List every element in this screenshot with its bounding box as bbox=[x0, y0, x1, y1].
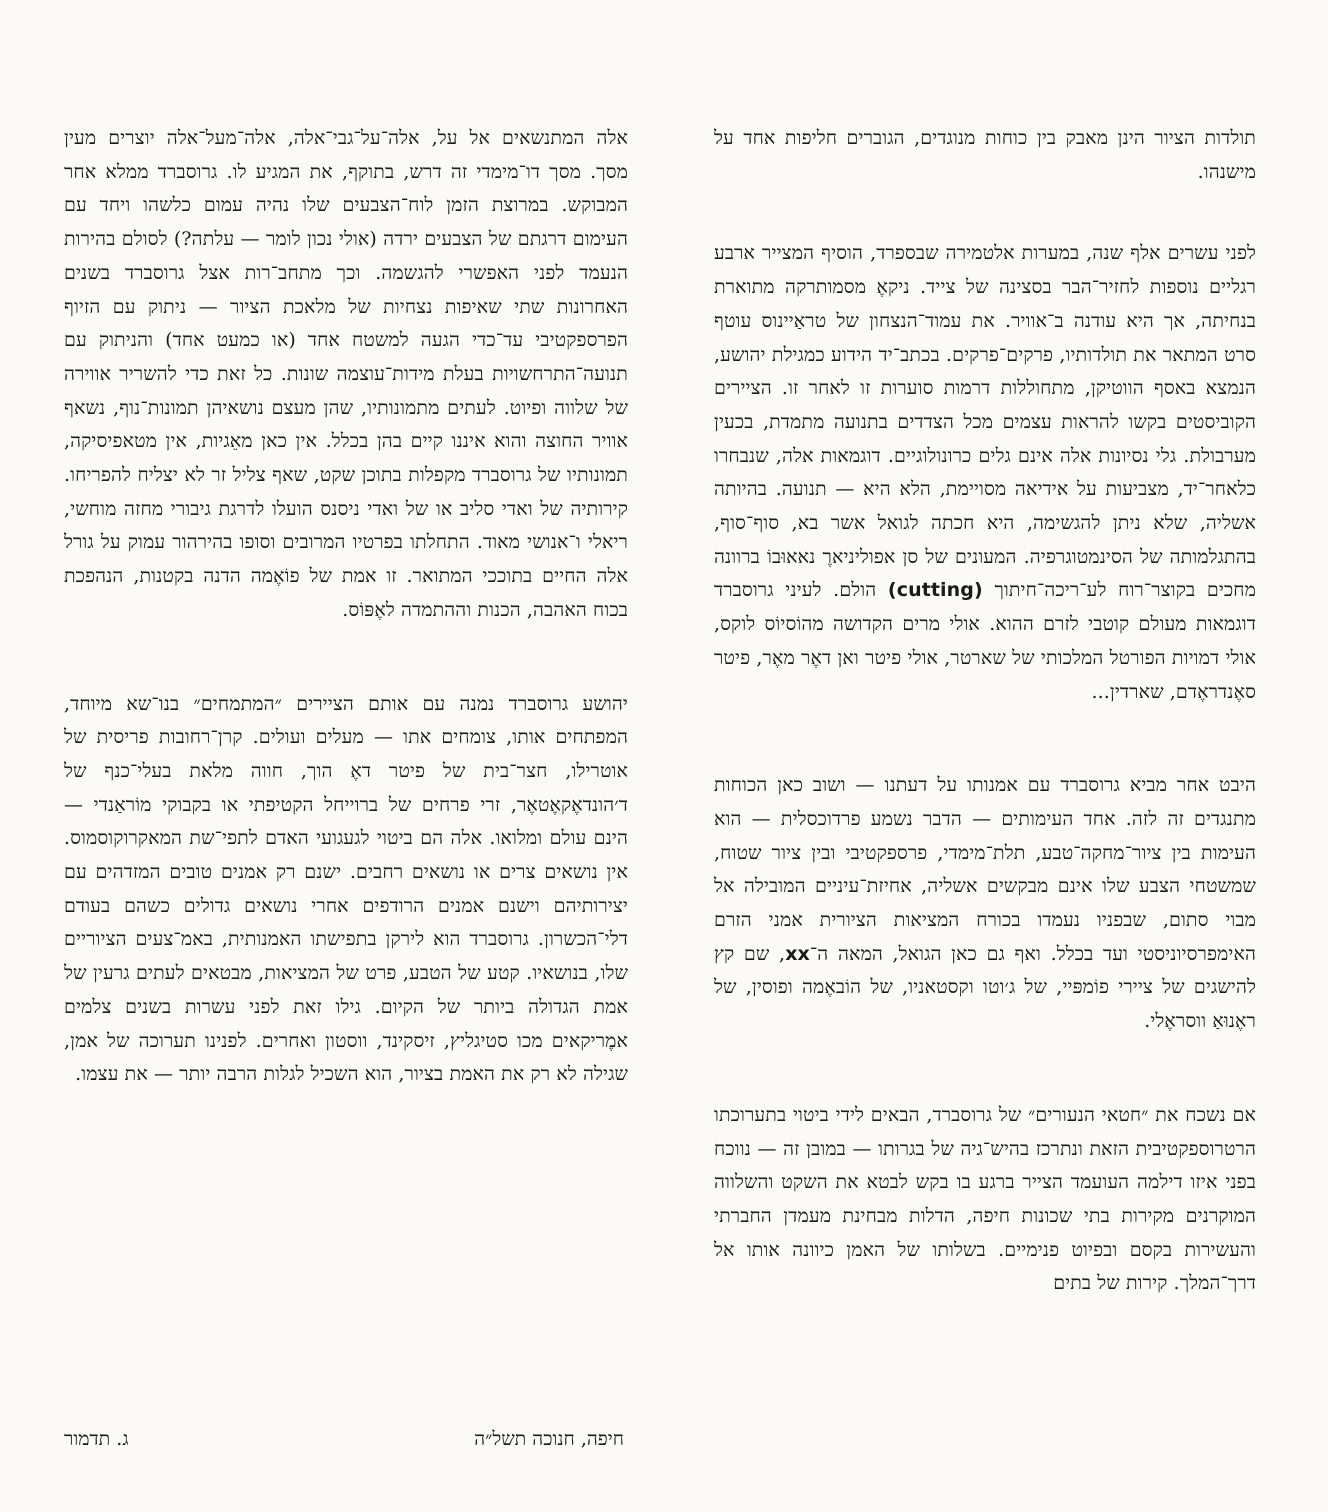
century-xx: xx bbox=[785, 942, 810, 965]
paragraph-movement bbox=[714, 237, 1256, 709]
signature-place-date: חיפה, חנוכה תשל״ה bbox=[474, 1428, 624, 1450]
left-column bbox=[64, 122, 628, 1092]
paragraph-opening: תולדות הציור הינן מאבק בין כוחות מנוגדים, הגוברים חליפות אחד על מישנהו. bbox=[714, 127, 1256, 183]
cutting-term: (cutting) bbox=[887, 579, 983, 602]
signature-author: ג. תדמור bbox=[64, 1428, 129, 1450]
paragraph-flatness-tail: , שם קץ להישגים של ציירי פוֹמפּיי, של ג׳וטו וקסטאניו, של הוֹבאֶמה ופוסין, של ראֶנוּאַ ווסראֶלי. bbox=[714, 942, 1256, 1033]
paragraph-flatness-text: היבט אחר מביא גרוסברד עם אמנותו על דעתנו — ושוב כאן הכוחות מתנגדים זה לזה. אחד העימותים — הדבר נשמע פרדוכסלית — הוא העימות בין ציור־מחקה־טבע, תלת־מימדי, פרספקטיבי ובין ציור שטוח, שמשטחי הצבע שלו אינם מבקשים אשליה, אחיזת־עיניים המובילה אל מבוי סתום, שבפניו נעמדו בכורח המציאות הציורית אמני הזרם האימפרסיוניסטי ועד בכלל. ואף גם כאן הגואל, המאה ה־ bbox=[714, 774, 1256, 965]
paragraph-specialists: יהושע גרוסברד נמנה עם אותם הציירים ״המתמחים״ בנו־שא מיוחד, המפתחים אותו, צומחים אתו — מעלים ועולים. קרן־רחובות פריסית של אוטרילו, חצר־בית של פיטר דאֶ הוך, חווה מלאת בעלי־כנף של ד׳הונדאֶקאֶטאֶר, זרי פרחים של ברוייחל הקטיפתי או בקבוקי מוֹראַנדי — הינם עולם ומלואו. אלה הם ביטוי לגעגועי האדם לתפי־שת המאקרוקוסמוס. אין נושאים צרים או נושאים רחבים. ישנם רק אמנים טובים המזדהים עם יצירותיהם וישנם אמנים הרודפים אחרי נושאים גדולים כשהם בעודם דלי־הכשרון. גרוסברד הוא לירקן בתפישתו האמנותית, באמ־צעים הציוריים שלו, בנושאיו. קטע של הטבע, פרט של המציאות, מבטאים לעתים גרעין של אמת הגדולה ביותר של הקיום. גילו זאת לפני עשרות בשנים צלמים אמֶריקאים מכו סטיגליץ, זיסקינד, ווסטון ואחרים. לפנינו תערוכה של אמן, שגילה לא רק את האמת בציור, הוא השכיל לגלות הרבה יותר — את עצמו. bbox=[64, 692, 628, 1086]
paragraph-screen: אלה המתנשאים אל על, אלה־על־גבי־אלה, אלה־מעל־אלה יוצרים מעין מסך. מסך דו־מימדי זה דרש, בתוקף, את המגיע לו. גרוסברד ממלא אחר המבוקש. במרוצת הזמן לוח־הצבעים שלו נהיה עמום כלשהו ויחד עם העימום דרגתם של הצבעים ירדה (אולי נכון לומר — עלתה?) לסולם בהירות הנעמד לפני האפשרי להגשמה. וכך מתחב־רות אצל גרוסברד בשנים האחרונות שתי שאיפות נצחיות של מלאכת הציור — ניתוק עם הזיוף הפרספקטיבי עד־כדי הגעה למשטח אחד (או כמעט אחד) והניתוק עם תנועה־התרחשויות בעלת מידות־עוצמה שונות. כל זאת כדי להשריר אווירה של שלווה ופיוט. לעתים מתמונותיו, שהן מעצם נושאיהן תמונות־נוף, נשאף אוויר החוצה והוא איננו קיים בהן בכלל. אין כאן מאֵגיות, אין מטאפיסיקה, תמונותיו של גרוסברד מקפלות בתוכן שקט, שאף צליל זר לא יצליח להפריחו. קירותיה של ואדי סליב או של ואדי ניסנס הועלו לדרגת גיבורי מחזה מוחשי, ריאלי ו־אנושי מאוד. התחלתו בפרטיו המרובים וסופו בהירהור עמוק על גורל אלה החיים בתוככי המתואר. זו אמת של פוֹאֶמה הדנה בקטנות, הנהפכת בכוח האהבה, הכנות וההתמדה לאֶפּוֹס. bbox=[64, 127, 628, 621]
right-column bbox=[714, 122, 1256, 1301]
paragraph-flatness bbox=[714, 769, 1256, 1039]
paragraph-movement-text: לפני עשרים אלף שנה, במערות אלטמירה שבספרד, הוסיף המצייר ארבע רגליים נוספות לחזיר־הבר בסצינה של צייד. ניקאֶ מסמותרקה מתוארת בנחיתה, אך היא עודנה ב־אוויר. את עמוד־הנצחון של טראַיינוס עוטף סרט המתאר את תולדותיו, פרקים־פרקים. בכתב־יד הידוע כמגילת יהושע, הנמצא באסף הווטיקן, מתחוללות דרמות סוערות זו לאחר זו. הציירים הקוביסטים בקשו להראות עצמים מכל הצדדים בתנועה מתמדת, בכעין מערבולת. גלי נסיונות אלה אינם גלים כרונולוגיים. דוגמאות אלה, שנבחרו כלאחר־יד, מצביעות על אידיאה מסויימת, הלא היא — תנועה. בהיותה אשליה, שלא ניתן להגשימה, היא חכתה לגואל אשר בא, סוף־סוף, בהתגלמותה של הסינמטוגרפיה. המעונים של סן אפוליניארֶ נאאוּבוֹ ברוונה מחכים בקוצר־רוח לע־ריכה־חיתוך bbox=[714, 242, 1256, 602]
paragraph-maturity: אם נשכח את ״חטאי הנעורים״ של גרוסברד, הבאים לידי ביטוי בתערוכתו הרטרוספקטיבית הזאת ונתרכז בהיש־גיה של בגרותו — במובן זה — נווכח בפני איזו דילמה העועמד הצייר ברגע בו בקש לבטא את השקט והשלווה המוקרנים מקירות בתי שכונות חיפה, הדלות מבחינת מעמדן החברתי והעשירות בקסם ובפיוט פנימיים. בשלותו של האמן כיוונה אותו אל דרך־המלך. קירות של בתים bbox=[714, 1103, 1256, 1295]
paragraph-movement-tail: הולם. לעיני גרוסברד דוגמאות מעולם קוטבי לזרם ההוא. אולי מרים הקדושה מהוֹסיוֹס לוקס, אולי דמויות הפורטל המלכותי של שארטר, אולי פיטר ואן דאֶר מאֶר, פיטר סאֶנדראֶדם, שארדין... bbox=[714, 579, 1256, 703]
